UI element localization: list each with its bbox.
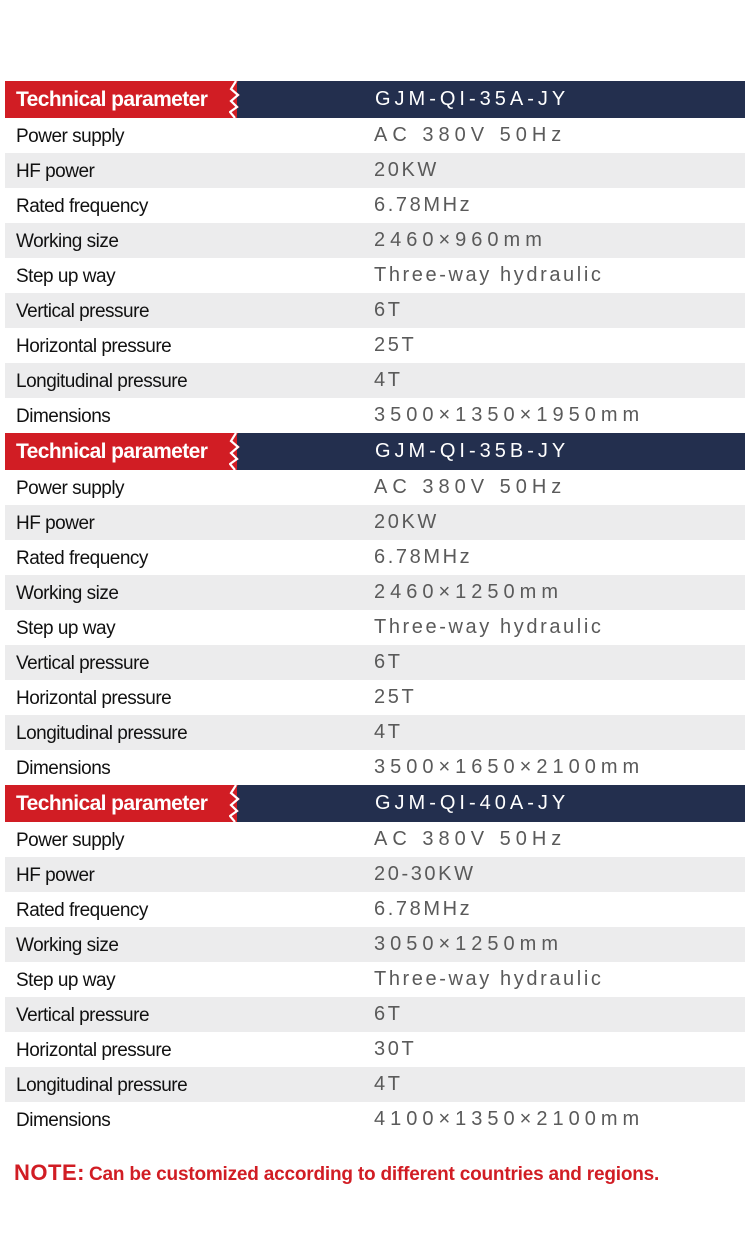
row-label: Vertical pressure: [16, 301, 150, 322]
row-value: 25T: [374, 686, 417, 708]
row-value: Three-way hydraulic: [374, 968, 604, 990]
table-row: [5, 223, 745, 258]
header-label: Technical parameter: [5, 433, 237, 470]
row-value: 3050×1250mm: [374, 933, 563, 955]
row-value: 2460×1250mm: [374, 581, 563, 603]
table-header: [5, 785, 745, 822]
table-row: [5, 750, 745, 785]
row-value: 6.78MHz: [374, 546, 473, 568]
table-row: [5, 680, 745, 715]
row-label: HF power: [16, 865, 95, 886]
row-value: AC 380V 50Hz: [374, 124, 567, 146]
table-row: [5, 1067, 745, 1102]
row-value: AC 380V 50Hz: [374, 828, 567, 850]
row-value: 4T: [374, 1073, 403, 1095]
row-label: Horizontal pressure: [16, 688, 172, 709]
header-wave-notch: [229, 433, 247, 470]
table-row: [5, 962, 745, 997]
table-row: [5, 857, 745, 892]
table-row: [5, 822, 745, 857]
spec-tables: [5, 81, 745, 1137]
row-value: 6T: [374, 1003, 403, 1025]
note-key: NOTE:: [14, 1160, 85, 1185]
header-label: Technical parameter: [5, 785, 237, 822]
row-value: 6T: [374, 651, 403, 673]
table-row: [5, 470, 745, 505]
row-label: Vertical pressure: [16, 1005, 150, 1026]
model-number: GJM-QI-35A-JY: [375, 88, 570, 110]
table-row: [5, 610, 745, 645]
header-label: Technical parameter: [5, 81, 237, 118]
row-label: Horizontal pressure: [16, 336, 172, 357]
table-header: [5, 81, 745, 118]
row-label: Rated frequency: [16, 548, 148, 569]
row-label: Step up way: [16, 970, 116, 991]
row-value: 2460×960mm: [374, 229, 547, 251]
table-row: [5, 575, 745, 610]
table-row: [5, 715, 745, 750]
row-label: Working size: [16, 583, 119, 604]
row-label: Working size: [16, 935, 119, 956]
row-label: Power supply: [16, 478, 125, 499]
row-value: 3500×1350×1950mm: [374, 404, 645, 426]
row-value: 6.78MHz: [374, 194, 473, 216]
table-row: [5, 188, 745, 223]
table-row: [5, 118, 745, 153]
table-row: [5, 645, 745, 680]
model-number: GJM-QI-40A-JY: [375, 792, 570, 814]
row-label: Dimensions: [16, 1110, 111, 1131]
row-label: HF power: [16, 161, 95, 182]
row-value: 20KW: [374, 159, 439, 181]
customization-note: [14, 1160, 659, 1186]
table-row: [5, 997, 745, 1032]
table-header: [5, 433, 745, 470]
model-number: GJM-QI-35B-JY: [375, 440, 570, 462]
row-value: 3500×1650×2100mm: [374, 756, 645, 778]
row-value: 4T: [374, 721, 403, 743]
table-row: [5, 328, 745, 363]
row-value: Three-way hydraulic: [374, 264, 604, 286]
row-label: Dimensions: [16, 758, 111, 779]
row-value: 20KW: [374, 511, 439, 533]
row-label: Step up way: [16, 618, 116, 639]
row-label: Dimensions: [16, 406, 111, 427]
table-row: [5, 892, 745, 927]
table-row: [5, 927, 745, 962]
table-row: [5, 1102, 745, 1137]
spec-table-1: [5, 81, 745, 433]
table-row: [5, 293, 745, 328]
table-row: [5, 540, 745, 575]
row-label: Vertical pressure: [16, 653, 150, 674]
table-row: [5, 363, 745, 398]
row-label: Longitudinal pressure: [16, 1075, 188, 1096]
row-label: Working size: [16, 231, 119, 252]
row-label: HF power: [16, 513, 95, 534]
row-value: 20-30KW: [374, 863, 476, 885]
row-label: Power supply: [16, 126, 125, 147]
table-row: [5, 398, 745, 433]
note-text: Can be customized according to different countries and regions.: [88, 1164, 660, 1185]
table-row: [5, 153, 745, 188]
row-value: 6T: [374, 299, 403, 321]
row-value: 4T: [374, 369, 403, 391]
row-label: Horizontal pressure: [16, 1040, 172, 1061]
header-wave-notch: [229, 81, 247, 118]
table-row: [5, 258, 745, 293]
row-label: Step up way: [16, 266, 116, 287]
row-label: Rated frequency: [16, 196, 148, 217]
row-value: 30T: [374, 1038, 417, 1060]
row-label: Power supply: [16, 830, 125, 851]
row-value: 6.78MHz: [374, 898, 473, 920]
row-value: 4100×1350×2100mm: [374, 1108, 645, 1130]
row-value: 25T: [374, 334, 417, 356]
row-label: Longitudinal pressure: [16, 723, 188, 744]
row-label: Longitudinal pressure: [16, 371, 188, 392]
row-value: Three-way hydraulic: [374, 616, 604, 638]
row-label: Rated frequency: [16, 900, 148, 921]
table-row: [5, 505, 745, 540]
spec-table-2: [5, 433, 745, 785]
table-row: [5, 1032, 745, 1067]
header-wave-notch: [229, 785, 247, 822]
spec-table-3: [5, 785, 745, 1137]
row-value: AC 380V 50Hz: [374, 476, 567, 498]
